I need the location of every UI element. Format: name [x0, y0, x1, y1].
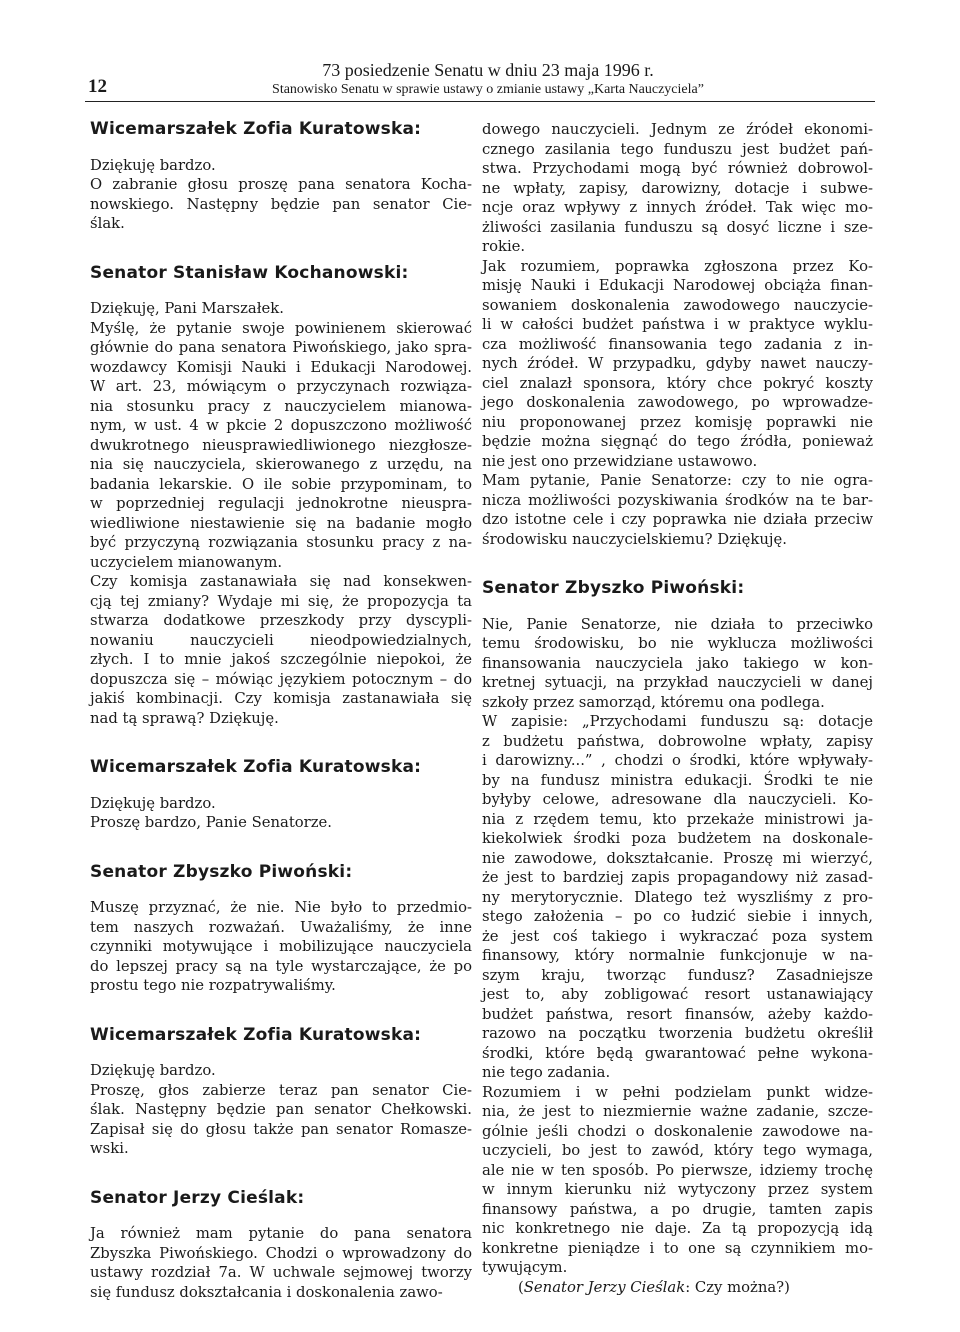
text-line: ciel znalazł sponsora, który chce pokryć koszty: [482, 374, 873, 392]
text-line: stego założenia – po co łudzić siebie i innych,: [482, 908, 873, 925]
text-line: Dziękuję bardzo.: [90, 794, 216, 812]
text-line: żliwości zasilania funduszu są dosyć liczne i sze-: [482, 218, 873, 236]
text-line: nie zawodowe, dokształcanie. Proszę mi wierzyć,: [482, 849, 873, 867]
text-line: kiekolwiek środki poza budżetem na doskonale-: [482, 830, 873, 847]
speaker-heading: Senator Stanisław Kochanowski:: [90, 262, 409, 283]
text-line: wski.: [90, 1140, 129, 1157]
text-line: szym kraju, tworząc fundusz? Zasadniejsze: [482, 966, 873, 984]
text-line: Zbyszka Piwońskiego. Chodzi o wprowadzony do: [90, 1244, 472, 1262]
text-line: li w całości budżet państwa i w praktyce wyklu-: [482, 316, 873, 333]
page-number: 12: [88, 76, 107, 97]
text-line: nia się nauczyciela, skierowanego z urzędu, na: [90, 456, 472, 473]
text-line: Myślę, że pytanie swoje powinienem skierować: [90, 319, 472, 337]
text-line: będzie można sięgnąć do tego źródła, ponieważ: [482, 433, 873, 450]
text-line: cza możliwość finansowania tego zadania z in-: [482, 335, 873, 353]
text-line: Dziękuję, Pani Marszałek.: [90, 300, 284, 317]
text-line: tywującym.: [482, 1259, 568, 1276]
text-line: razowo na początku tworzenia budżetu określił: [482, 1025, 873, 1042]
text-line: że jest coś takiego i wykraczać poza system: [482, 927, 873, 945]
text-line: Mam pytanie, Panie Senatorze: czy to nie ogra-: [482, 472, 873, 489]
text-line: kretnej sytuacji, na przykład nauczycieli w danej: [482, 674, 873, 691]
text-line: jakiś kombinacji. Czy komisja zastanawiała się: [90, 690, 472, 707]
text-line: stwa. Przychodami mogą być również dobrowol-: [482, 160, 873, 177]
text-line: uczycieli, bo jest to zawód, który tego wymaga,: [482, 1142, 873, 1159]
speech-block: [482, 579, 873, 1297]
text-line: konkretne pieniądze i to one są czynnikiem mo-: [482, 1239, 873, 1257]
text-line: misję Nauki i Edukacji Narodowej obciąża finan-: [482, 277, 873, 294]
text-line: dowego nauczycieli. Jednym ze źródeł ekonomi-: [482, 121, 873, 138]
text-line: środowisku nauczycielskiemu? Dziękuję.: [482, 530, 787, 548]
text-line: by na fundusz ministra edukacji. Środki te nie: [482, 771, 873, 789]
speech-block: [90, 264, 472, 729]
text-line: sowaniem doskonalenia zawodowego nauczycie-: [482, 296, 873, 314]
speech-block: [90, 1189, 472, 1303]
page-subtitle: Stanowisko Senatu w sprawie ustawy o zmianie ustawy „Karta Nauczyciela”: [272, 82, 704, 97]
text-line: czynniki motywujące i mobilizujące nauczyciela: [90, 938, 472, 955]
text-line: finansowania nauczyciela jako takiego w kon-: [482, 654, 873, 672]
text-line: temu środowisku, bo nie wyklucza możliwości: [482, 635, 873, 652]
text-line: tem naszych rozważań. Uważaliśmy, że inne: [90, 918, 472, 936]
text-line: stwarza dodatkowe przeszkody przy dyscypli-: [90, 612, 472, 629]
text-line: że jest to bardziej zapis propagandowy niż zasad-: [482, 869, 873, 886]
text-line: nia z rzędem temu, kto przekaże ministrowi ja-: [482, 810, 873, 828]
speaker-heading: Wicemarszałek Zofia Kuratowska:: [90, 757, 422, 777]
text-line: cznego zasilania tego funduszu jest budżet pań-: [482, 140, 873, 158]
text-line: nia stosunku pracy z nauczycielem mianowa-: [90, 397, 472, 415]
text-line: Proszę, głos zabierze teraz pan senator Cie-: [90, 1081, 472, 1099]
page-title: 73 posiedzenie Senatu w dniu 23 maja 1996 r.: [322, 60, 654, 80]
text-line: budżet państwa, resort finansów, ażeby każdo-: [482, 1005, 873, 1023]
text-line: rokie.: [482, 238, 526, 255]
text-line: Ja również mam pytanie do pana senatora: [90, 1225, 472, 1242]
text-line: finansowy, który normalnie funkcjonuje w na-: [482, 947, 873, 964]
text-line: Czy komisja zastanawiała się nad konsekwen-: [90, 573, 472, 590]
text-line: Proszę bardzo, Panie Senatorze.: [90, 814, 333, 831]
text-line: nych źródeł. W przypadku, gdyby nawet nauczy-: [482, 355, 873, 372]
speaker-heading: Wicemarszałek Zofia Kuratowska:: [90, 119, 422, 139]
right-column: [482, 120, 873, 1327]
text-line: być przyczyną rozwiązania stosunku pracy z na-: [90, 534, 472, 551]
text-line: W art. 23, mówiącym o przyczynach rozwiąza-: [90, 378, 472, 395]
text-line: z budżetu państwa, dobrowolne wpłaty, zapisy: [482, 732, 873, 750]
text-line: Rozumiem i w pełni podzielam punkt widze-: [482, 1083, 873, 1101]
text-line: i darowizny...” , chodzi o środki, które wpływały-: [482, 752, 873, 769]
text-line: nym, w ust. 4 w pkcie 2 dopuszczono możliwość: [90, 417, 472, 434]
left-column: [90, 120, 472, 1332]
text-line: Nie, Panie Senatorze, nie działa to przeciwko: [482, 615, 873, 633]
text-line: nowskiego. Następny będzie pan senator Cie-: [90, 195, 472, 213]
text-line: badania lekarskie. O ile sobie przypominam, to: [90, 475, 472, 493]
text-line: prostu tego nie rozpatrywaliśmy.: [90, 977, 336, 994]
text-line: nie jest ono przewidziane ustawowo.: [482, 452, 758, 470]
text-line: niu proponowanej przez komisję poprawki nie: [482, 413, 873, 431]
text-line: nia, że jest to niezmiernie ważne zadanie, szcze-: [482, 1103, 873, 1120]
text-line: nic konkretnego nie daje. Za tą propozycją idą: [482, 1220, 873, 1237]
text-line: W zapisie: „Przychodami funduszu są: dotacje: [482, 713, 873, 730]
header-divider: [85, 101, 875, 102]
text-line: do lepszej pracy są na tyle wystarczające, że po: [90, 957, 472, 975]
text-line: dwukrotnego nieusprawiedliwionego niezgłosze-: [90, 436, 472, 454]
text-line: środki, które będą gwarantować pełne wykona-: [482, 1044, 873, 1062]
text-line: uczycielem mianowanym.: [90, 553, 283, 571]
text-line: ślak. Następny będzie pan senator Chełkowski.: [90, 1101, 472, 1118]
speech-block: [90, 120, 472, 234]
text-line: byłyby celowe, adresowane dla nauczycieli. Ko-: [482, 791, 873, 808]
text-line: gólnie jeśli chodzi o doskonalenie zawodowe na-: [482, 1122, 873, 1140]
text-line: wiedliwione niestawienie się na badanie mogło: [90, 514, 472, 532]
text-line: ślak.: [90, 215, 125, 232]
text-line: Dziękuję bardzo.: [90, 156, 216, 174]
text-line: głównie do pana senatora Piwońskiego, jako spra-: [90, 339, 472, 356]
speech-block: [90, 1026, 472, 1159]
speaker-heading: Wicemarszałek Zofia Kuratowska:: [90, 1024, 422, 1045]
text-line: jest to, aby zobligować resort ustanawiający: [482, 986, 873, 1003]
text-line: jego doskonalenia zawodowego, po wprowadze-: [482, 394, 873, 411]
closing-remark: (Senator Jerzy Cieślak: Czy można?): [518, 1278, 790, 1296]
text-line: w innym kierunku niż wytyczony przez system: [482, 1181, 873, 1198]
text-line: wozdawcy Komisji Nauki i Edukacji Narodowej.: [90, 358, 472, 376]
text-line: ny merytorycznie. Dlatego też wyszliśmy z pro-: [482, 888, 873, 906]
text-line: O zabranie głosu proszę pana senatora Kocha-: [90, 176, 472, 193]
speaker-heading: Senator Zbyszko Piwoński:: [482, 578, 745, 598]
text-line: nicza możliwości pozyskiwania środków na te bar-: [482, 491, 873, 509]
text-line: nowaniu nauczycieli nieodpowiedzialnych,: [90, 631, 472, 649]
text-line: Zapisał się do głosu także pan senator Romasze-: [90, 1120, 472, 1138]
text-line: szkoły przez samorząd, któremu ona podlega.: [482, 693, 825, 711]
text-line: nie tego zadania.: [482, 1064, 611, 1081]
text-line: Dziękuję bardzo.: [90, 1062, 216, 1079]
speech-block: [90, 863, 472, 996]
text-line: w poprzedniej regulacji jednokrotne nieuspra-: [90, 495, 472, 512]
text-line: nad tą sprawą? Dziękuję.: [90, 709, 279, 727]
speaker-heading: Senator Jerzy Cieślak:: [90, 1187, 305, 1208]
speech-block: [90, 758, 472, 833]
text-line: ustawy rozdział 7a. W uchwale sejmowej tworzy: [90, 1264, 472, 1281]
text-line: ale nie w ten sposób. Po pierwsze, idziemy trochę: [482, 1161, 873, 1179]
text-line: Jak rozumiem, poprawka zgłoszona przez Ko-: [482, 257, 873, 275]
text-line: dopuszcza się – mówiąc językiem potocznym – do: [90, 670, 472, 688]
closing-speaker: Senator Jerzy Cieślak: [523, 1278, 686, 1296]
speech-block: [482, 120, 873, 549]
text-line: dzo istotne cele i czy poprawka nie działa przeciw: [482, 511, 873, 528]
text-line: ne wpłaty, zapisy, darowizny, dotacje i subwe-: [482, 179, 873, 197]
speaker-heading: Senator Zbyszko Piwoński:: [90, 861, 353, 882]
text-line: Muszę przyznać, że nie. Nie było to przedmio-: [90, 899, 472, 916]
text-line: finansowy państwa, a po drugie, tamten zapis: [482, 1200, 873, 1218]
text-line: się fundusz dokształcania i doskonalenia zawo-: [90, 1283, 443, 1301]
text-line: ncje oraz wpływy z innych źródeł. Tak więc mo-: [482, 199, 873, 216]
text-line: złych. I to mnie jakoś szczególnie niepokoi, że: [90, 651, 472, 668]
text-line: cją tej zmiany? Wydaje mi się, że propozycja ta: [90, 592, 472, 610]
